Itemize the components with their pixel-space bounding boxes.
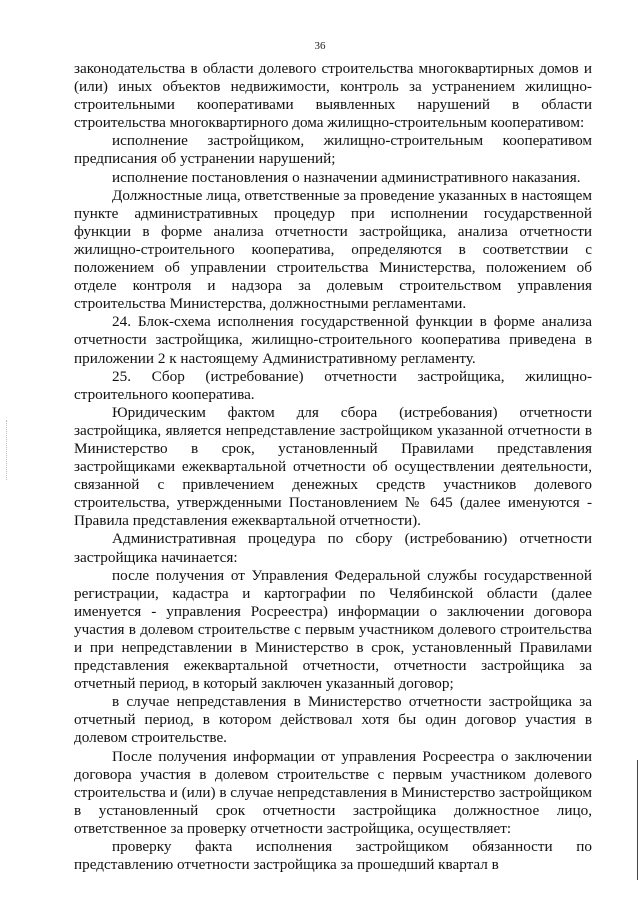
paragraph: 25. Сбор (истребование) отчетности застройщика, жилищно-строительного кооператива. <box>74 367 592 403</box>
paragraph: законодательства в области долевого строительства многоквартирных домов и (или) иных объектов недвижимости, контроль за устранением жилищно-строительными кооперативами выявленных нарушений в области строительства многоквартирного дома жилищно-строительным кооперативом: <box>74 60 592 132</box>
scan-edge-mark <box>634 760 638 880</box>
paragraph: исполнение застройщиком, жилищно-строительным кооперативом предписания об устранении нарушений; <box>74 132 592 168</box>
paragraph: После получения информации от управления Росреестра о заключении договора участия в долевом строительстве с первым участником долевого строительства и (или) в случае непредставления в Министерство застройщиком в установленный срок отчетности застройщика должностное лицо, ответственное за проверку отчетности застройщика, осуществляет: <box>74 747 592 837</box>
paragraph: Административная процедура по сбору (истребованию) отчетности застройщика начинается: <box>74 530 592 566</box>
paragraph: в случае непредставления в Министерство отчетности застройщика за отчетный период, в котором действовал хотя бы один договор участия в долевом строительстве. <box>74 693 592 747</box>
paragraph: после получения от Управления Федеральной службы государственной регистрации, кадастра и картографии по Челябинской области (далее именуется - управления Росреестра) информации о заключении договора участия в долевом строительстве с первым участником долевого строительства и при непредставлении в Министерство в срок, установленный Правилами представления ежеквартальной отчетности, отчетности застройщика за отчетный период, в который заключен указанный договор; <box>74 566 592 693</box>
paragraph: проверку факта исполнения застройщиком обязанности по представлению отчетности застройщика за прошедший квартал в <box>74 838 592 874</box>
paragraph: Юридическим фактом для сбора (истребования) отчетности застройщика, является непредставление застройщиком указанной отчетности в Министерство в срок, установленный Правилами представления застройщиками ежеквартальной отчетности об осуществлении деятельности, связанной с привлечением денежных средств участников долевого строительства, утвержденными Постановлением № 645 (далее именуются - Правила представления ежеквартальной отчетности). <box>74 403 592 530</box>
paragraph: Должностные лица, ответственные за проведение указанных в настоящем пункте административных процедур при исполнении государственной функции в форме анализа отчетности застройщика, анализа отчетности жилищно-строительного кооператива, определяются в соответствии с положением об управлении строительства Министерства, положением об отделе контроля и надзора за долевым строительством управления строительства Министерства, должностными регламентами. <box>74 186 592 313</box>
paragraph: 24. Блок-схема исполнения государственной функции в форме анализа отчетности застройщика, жилищно-строительного кооператива приведена в приложении 2 к настоящему Административному регламенту. <box>74 313 592 367</box>
paragraph: исполнение постановления о назначении административного наказания. <box>112 168 581 186</box>
document-body <box>74 60 592 874</box>
page-number: 36 <box>314 40 326 52</box>
scan-edge-mark <box>6 420 9 480</box>
